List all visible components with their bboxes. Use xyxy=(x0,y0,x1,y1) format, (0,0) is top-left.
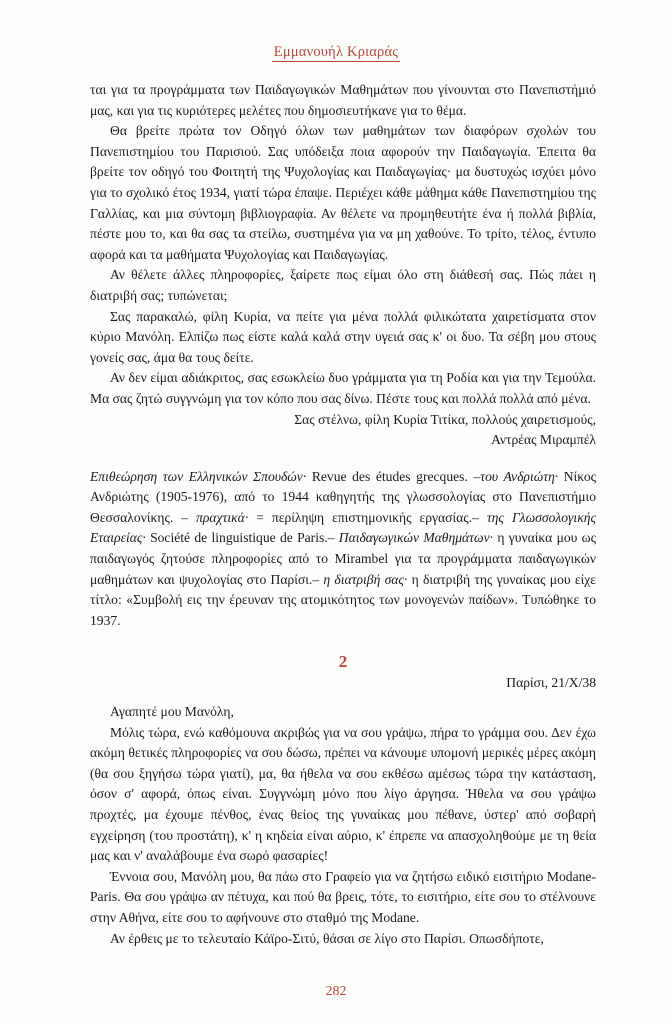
note-text: Νίκος Ανδριώτης (1905-1976), από το 1944 καθηγητής της γλωσσολογίας στο Πανεπιστήμιο Θεσσαλονίκης. – xyxy=(90,468,597,525)
letter-number: 2 xyxy=(338,652,348,672)
running-header xyxy=(0,44,672,61)
editorial-notes xyxy=(90,467,596,632)
letter2-paragraph: Έννοια σου, Μανόλη μου, θα πάω στο Γραφείο για να ζητήσω ειδικό εισιτήριο Modane-Paris. Θα σου γράψω αν πέτυχα, και πού θα βρεις, τότε, το εισιτήριο, είτε σου το στέλνουνε στην Αθήνα, είτε σου το αφήνουνε στο σταθμό της Modane. xyxy=(90,868,596,925)
note-term: η διατριβή σας· xyxy=(323,571,408,587)
note-text: = περίληψη επιστημονικής εργασίας.– xyxy=(248,509,487,525)
note-term: Επιθεώρηση των Ελληνικών Σπουδών· xyxy=(90,468,307,484)
note-term: της Γλωσσολογικής Εταιρείας· xyxy=(90,509,596,546)
letter1-closing: Σας στέλνω, φίλη Κυρία Τιτίκα, πολλούς χαιρετισμούς, xyxy=(294,411,596,427)
page-number: 282 xyxy=(325,984,347,999)
letter2-paragraph: Μόλις τώρα, ενώ καθόμουνα ακριβώς για να σου γράψω, πήρα το γράμμα σου. Δεν έχω ακόμη θετικές πληροφορίες να σου δώσω, πρέπει να κάνουμε υπομονή μερικές μέρες ακόμη (θα σου ξηγήσω τώρα γιατί), μα, θα ήθελα να σου εκθέσω αμέσως τώρα την κατάσταση, όσον σ' αφορά, όπως είναι. Συγγνώμη μόνο που λίγο άργησα. Ήθελα να σου γράψω προχτές, μα έχουμε πένθος, ένας θείος της γυναίκας μου πέθανε, ύστερ' από σοβαρή εγχείρηση (του προστάτη), κ' η κηδεία είναι αύριο, κ' έπρεπε να απασχοληθούμε με τη θεία μας και ν' αναλάβουμε ένα σωρό φασαρίες! xyxy=(90,724,596,864)
letter2-date: Παρίσι, 21/X/38 xyxy=(506,675,596,691)
note-term: Παιδαγωγικών Μαθημάτων· xyxy=(338,530,494,546)
letter1-paragraph: Αν δεν είμαι αδιάκριτος, σας εσωκλείω δυο γράμματα για τη Ροδία και για την Τεμούλα. Μα σας ζητώ συγγνώμη για τον κόπο που σας δίνω. Πέστε τους και πολλά πολλά από μένα. xyxy=(90,370,596,406)
note-text: η διατριβή της γυναίκας μου είχε τίτλο: «Συμβολή εις την έρευναν της ατομικότητος των μονογενών παίδων». Τυπώθηκε το 1937. xyxy=(90,571,596,628)
letter1-paragraph: ται για τα προγράμματα των Παιδαγωγικών Μαθημάτων που γίνουνται στο Πανεπιστήμιό μας, και για τις κυριότερες μελέτες που δημοσιευτήκανε για το θέμα. xyxy=(90,82,596,118)
letter2-paragraph: Αν έρθεις με το τελευταίο Κάϊρο-Σιτύ, θάσαι σε λίγο στο Παρίσι. Οπωσδήποτε, xyxy=(110,930,544,946)
note-term: του Ανδριώτη· xyxy=(480,468,559,484)
note-text: Revue des études grecques. – xyxy=(306,468,481,484)
note-text: η γυναίκα μου ως παιδαγωγός ζητούσε πληροφορίες από το Mirambel για τα προγράμματα παιδαγωγικών μαθημάτων και ψυχολογίας στο Παρίσι.– xyxy=(90,530,596,587)
letter1-signature: Αντρέας Μιραμπέλ xyxy=(491,432,596,448)
letter1-paragraph: Αν θέλετε άλλες πληροφορίες, ξαίρετε πως είμαι όλο στη διάθεσή σας. Πώς πάει η διατριβή σας; τυπώνεται; xyxy=(90,267,596,303)
letter1-paragraph: Σας παρακαλώ, φίλη Κυρία, να πείτε για μένα πολλά φιλικώτατα χαιρετίσματα στον κύριο Μανόλη. Ελπίζω πως είστε καλά καλά στην υγειά σας κ' οι δυο. Τα σέβη μου στους γονείς σας, άμα θα τους δείτε. xyxy=(90,308,596,365)
header-title: Εμμανουήλ Κριαράς xyxy=(273,44,399,60)
note-term: πραχτικά· xyxy=(196,509,249,525)
note-text: Société de linguistique de Paris.– xyxy=(145,530,339,546)
letter2-salutation: Αγαπητέ μου Μανόλη, xyxy=(110,704,234,720)
page-body xyxy=(90,80,596,949)
letter1-paragraph: Θα βρείτε πρώτα τον Οδηγό όλων των μαθημάτων των διαφόρων σχολών του Πανεπιστημίου του Παρισιού. Σας υπόδειξα ποια αφορούν την Παιδαγωγία. Έπειτα θα βρείτε τον οδηγό του Φοιτητή της Ψυχολογίας και Παιδαγωγίας· μα δυστυχώς ισχύει μόνο για το σχολικό έτος 1934, γιατί τώρα έπαψε. Περιέχει κάθε μάθημα κάθε Πανεπιστημίου της Γαλλίας, και μια σύντομη βιβλιογραφία. Αν θέλετε να προμηθευτήτε ένα ή πολλά βιβλία, πέστε μου το, και θα σας τα στείλω, συστημένα για να μη χαθούνε. Το τρίτο, τέλος, έντυπο αφορά και τα μαθήματα Ψυχολογίας και Παιδαγωγίας. xyxy=(90,123,596,262)
